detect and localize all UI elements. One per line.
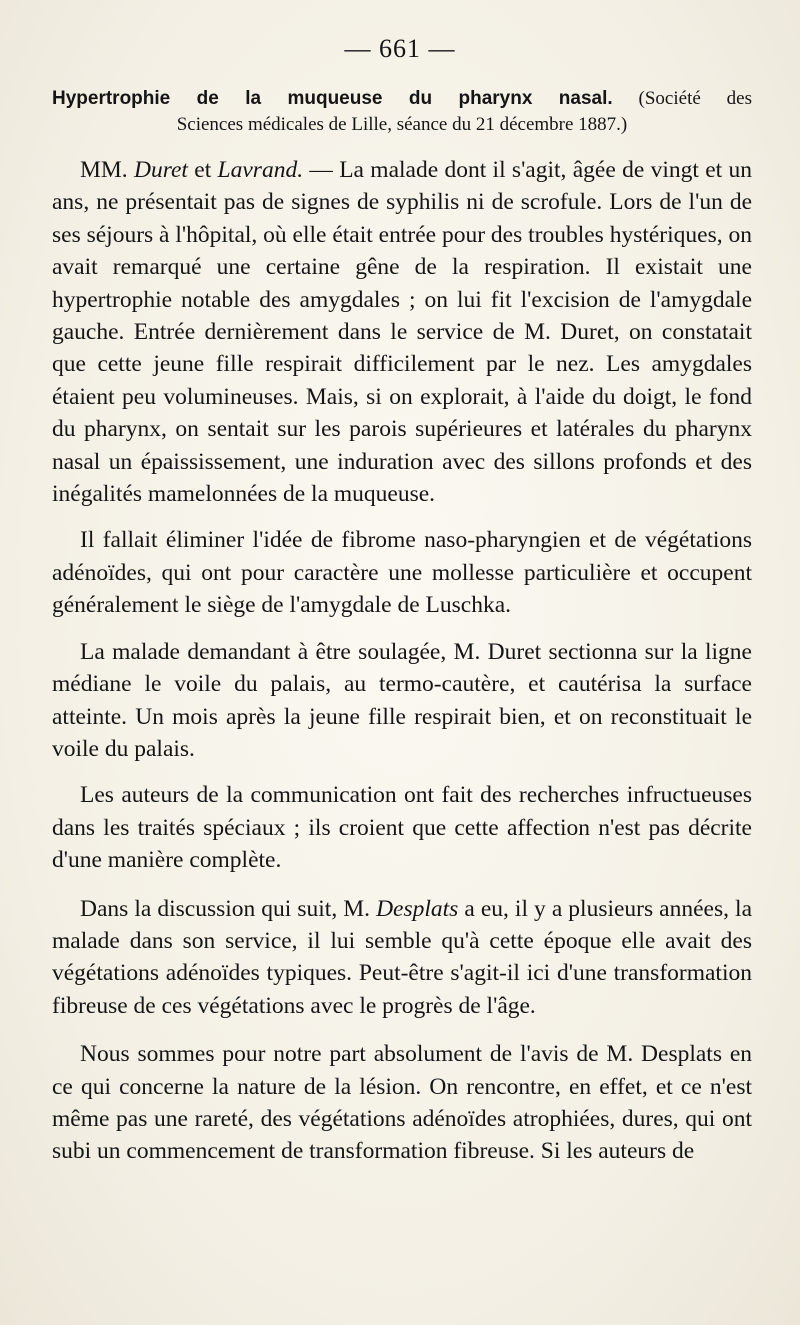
- author-name-desplats: Desplats: [376, 895, 459, 922]
- p5-lead: Dans la discussion qui suit, M.: [80, 895, 377, 922]
- article-title-source: (Société des: [612, 88, 752, 109]
- page-number: — 661 —: [344, 34, 456, 63]
- p1-conj: et: [187, 157, 218, 183]
- paragraph-4: Les auteurs de la communication ont fait des recherches infructueuses dans les traités spéciaux ; ils croient que cette affection n'est pas décrite d'une manière complète.: [52, 782, 752, 874]
- paragraph-6: Nous sommes pour notre part absolument de l'avis de M. Desplats en ce qui concerne la nature de la lésion. On rencontre, en effet, et ce n'est même pas une rareté, des végétations adénoïdes atrophiées, dures, qui ont subi un commencement de transformation fibreuse. Si les auteurs de: [52, 1041, 752, 1165]
- p5-text: a eu, il y a plusieurs années, la malade dans son service, il lui semble qu'à cette époque elle avait des végétations adénoïdes typiques. Peut-être s'agit-il ici d'une transformation fibreuse de ces végétations avec le progrès de l'âge.: [52, 895, 752, 1019]
- p1-text: — La malade dont il s'agit, âgée de vingt et un ans, ne présentait pas de signes de syphilis ni de scrofule. Lors de l'un de ses séjours à l'hôpital, où elle était entrée pour des troubles hystériques, on avait remarqué une certaine gêne de la respiration. Il existait une hypertrophie notable des amygdales ; on lui fit l'excision de l'amygdale gauche. Entrée dernièrement dans le service de M. Duret, on constatait que cette jeune fille respirait difficilement par le nez. Les amygdales étaient peu volumineuses. Mais, si on explorait, à l'aide du doigt, le fond du pharynx, on sentait sur les parois supérieures et latérales du pharynx nasal un épaississement, une induration avec des sillons profonds et des inégalités mamelonnées de la muqueuse.: [52, 157, 752, 508]
- article-body: [52, 154, 752, 1168]
- article-subtitle: Sciences médicales de Lille, séance du 21 décembre 1887.): [176, 114, 628, 135]
- paragraph-2: Il fallait éliminer l'idée de fibrome naso-pharyngien et de végétations adénoïdes, qui ont pour caractère une mollesse particulière et occupent généralement le siège de l'amygdale de Luschka.: [52, 527, 752, 619]
- paragraph-5: [52, 893, 752, 1023]
- article-title-bold: Hypertrophie de la muqueuse du pharynx nasal.: [52, 88, 613, 109]
- author-name-duret: Duret: [133, 157, 188, 183]
- paragraph-3: La malade demandant à être soulagée, M. Duret sectionna sur la ligne médiane le voile du palais, au termo-cautère, et cautérisa la surface atteinte. Un mois après la jeune fille respirait bien, et on reconstituait le voile du palais.: [52, 638, 752, 762]
- author-name-lavrand: Lavrand.: [217, 157, 304, 183]
- article-title: [52, 86, 752, 111]
- p1-lead: MM.: [80, 157, 134, 183]
- paragraph-1: [52, 154, 752, 510]
